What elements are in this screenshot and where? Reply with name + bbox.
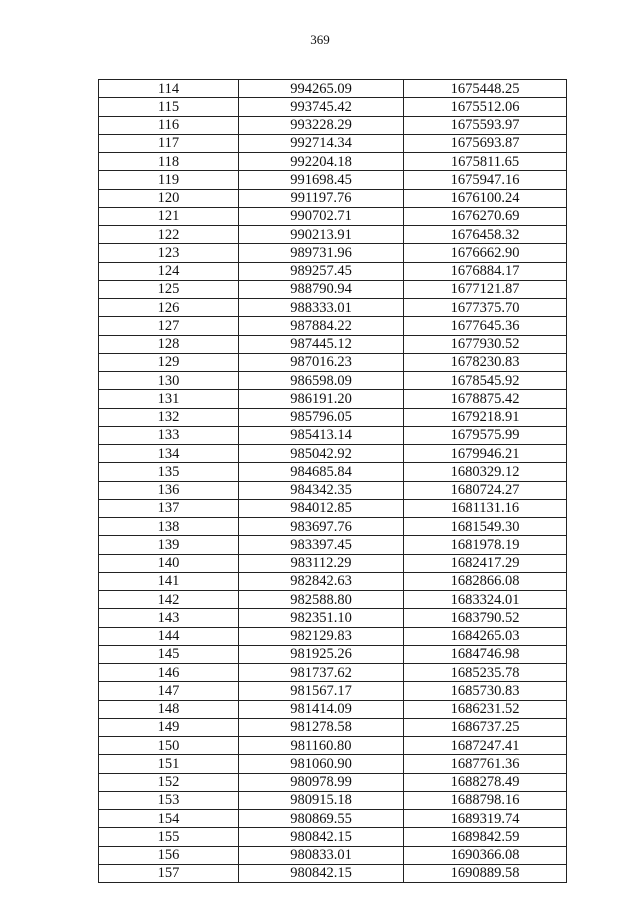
table-row — [99, 810, 567, 828]
point-number-cell: 137 — [99, 499, 239, 517]
point-number-cell: 138 — [99, 518, 239, 536]
x-coordinate-cell: 980869.55 — [239, 810, 404, 828]
x-coordinate-cell: 981925.26 — [239, 645, 404, 663]
point-number-cell: 144 — [99, 627, 239, 645]
point-number-cell: 149 — [99, 718, 239, 736]
table-row — [99, 353, 567, 371]
point-number-cell: 132 — [99, 408, 239, 426]
table-row — [99, 609, 567, 627]
table-row — [99, 627, 567, 645]
y-coordinate-cell: 1676662.90 — [404, 244, 567, 262]
point-number-cell: 139 — [99, 536, 239, 554]
table-row — [99, 390, 567, 408]
point-number-cell: 140 — [99, 554, 239, 572]
x-coordinate-cell: 990702.71 — [239, 207, 404, 225]
table-row — [99, 426, 567, 444]
point-number-cell: 120 — [99, 189, 239, 207]
x-coordinate-cell: 984012.85 — [239, 499, 404, 517]
y-coordinate-cell: 1680724.27 — [404, 481, 567, 499]
y-coordinate-cell: 1676458.32 — [404, 226, 567, 244]
x-coordinate-cell: 986191.20 — [239, 390, 404, 408]
x-coordinate-cell: 989731.96 — [239, 244, 404, 262]
y-coordinate-cell: 1684746.98 — [404, 645, 567, 663]
point-number-cell: 143 — [99, 609, 239, 627]
x-coordinate-cell: 989257.45 — [239, 262, 404, 280]
table-row — [99, 280, 567, 298]
table-row — [99, 171, 567, 189]
y-coordinate-cell: 1675811.65 — [404, 153, 567, 171]
table-row — [99, 700, 567, 718]
table-row — [99, 226, 567, 244]
table-row — [99, 499, 567, 517]
point-number-cell: 130 — [99, 372, 239, 390]
table-row — [99, 846, 567, 864]
x-coordinate-cell: 986598.09 — [239, 372, 404, 390]
x-coordinate-cell: 983697.76 — [239, 518, 404, 536]
table-row — [99, 664, 567, 682]
x-coordinate-cell: 983112.29 — [239, 554, 404, 572]
table-row — [99, 828, 567, 846]
table-row — [99, 445, 567, 463]
point-number-cell: 155 — [99, 828, 239, 846]
table-row — [99, 335, 567, 353]
y-coordinate-cell: 1676884.17 — [404, 262, 567, 280]
point-number-cell: 135 — [99, 463, 239, 481]
point-number-cell: 148 — [99, 700, 239, 718]
point-number-cell: 122 — [99, 226, 239, 244]
y-coordinate-cell: 1675512.06 — [404, 98, 567, 116]
x-coordinate-cell: 981278.58 — [239, 718, 404, 736]
table-row — [99, 864, 567, 882]
table-row — [99, 591, 567, 609]
coordinates-table — [98, 79, 567, 883]
x-coordinate-cell: 982588.80 — [239, 591, 404, 609]
point-number-cell: 115 — [99, 98, 239, 116]
table-row — [99, 317, 567, 335]
x-coordinate-cell: 991698.45 — [239, 171, 404, 189]
x-coordinate-cell: 985796.05 — [239, 408, 404, 426]
table-row — [99, 372, 567, 390]
y-coordinate-cell: 1684265.03 — [404, 627, 567, 645]
point-number-cell: 118 — [99, 153, 239, 171]
y-coordinate-cell: 1689842.59 — [404, 828, 567, 846]
x-coordinate-cell: 992204.18 — [239, 153, 404, 171]
x-coordinate-cell: 981567.17 — [239, 682, 404, 700]
table-row — [99, 98, 567, 116]
y-coordinate-cell: 1681549.30 — [404, 518, 567, 536]
x-coordinate-cell: 993745.42 — [239, 98, 404, 116]
x-coordinate-cell: 985413.14 — [239, 426, 404, 444]
table-row — [99, 262, 567, 280]
x-coordinate-cell: 987884.22 — [239, 317, 404, 335]
table-row — [99, 207, 567, 225]
y-coordinate-cell: 1679218.91 — [404, 408, 567, 426]
x-coordinate-cell: 982129.83 — [239, 627, 404, 645]
y-coordinate-cell: 1675693.87 — [404, 134, 567, 152]
x-coordinate-cell: 980833.01 — [239, 846, 404, 864]
y-coordinate-cell: 1688798.16 — [404, 791, 567, 809]
table-row — [99, 572, 567, 590]
table-row — [99, 116, 567, 134]
y-coordinate-cell: 1675448.25 — [404, 80, 567, 98]
x-coordinate-cell: 988790.94 — [239, 280, 404, 298]
table-row — [99, 153, 567, 171]
x-coordinate-cell: 981737.62 — [239, 664, 404, 682]
table-row — [99, 481, 567, 499]
x-coordinate-cell: 980842.15 — [239, 828, 404, 846]
point-number-cell: 127 — [99, 317, 239, 335]
x-coordinate-cell: 980842.15 — [239, 864, 404, 882]
x-coordinate-cell: 993228.29 — [239, 116, 404, 134]
y-coordinate-cell: 1683790.52 — [404, 609, 567, 627]
x-coordinate-cell: 980978.99 — [239, 773, 404, 791]
x-coordinate-cell: 992714.34 — [239, 134, 404, 152]
y-coordinate-cell: 1678875.42 — [404, 390, 567, 408]
y-coordinate-cell: 1688278.49 — [404, 773, 567, 791]
y-coordinate-cell: 1677645.36 — [404, 317, 567, 335]
point-number-cell: 123 — [99, 244, 239, 262]
y-coordinate-cell: 1679946.21 — [404, 445, 567, 463]
table-row — [99, 518, 567, 536]
y-coordinate-cell: 1682417.29 — [404, 554, 567, 572]
table-row — [99, 463, 567, 481]
table-row — [99, 244, 567, 262]
point-number-cell: 134 — [99, 445, 239, 463]
x-coordinate-cell: 994265.09 — [239, 80, 404, 98]
point-number-cell: 153 — [99, 791, 239, 809]
table-row — [99, 299, 567, 317]
x-coordinate-cell: 981060.90 — [239, 755, 404, 773]
point-number-cell: 151 — [99, 755, 239, 773]
y-coordinate-cell: 1689319.74 — [404, 810, 567, 828]
table-row — [99, 134, 567, 152]
point-number-cell: 133 — [99, 426, 239, 444]
y-coordinate-cell: 1690889.58 — [404, 864, 567, 882]
y-coordinate-cell: 1678230.83 — [404, 353, 567, 371]
x-coordinate-cell: 982842.63 — [239, 572, 404, 590]
x-coordinate-cell: 987445.12 — [239, 335, 404, 353]
x-coordinate-cell: 987016.23 — [239, 353, 404, 371]
x-coordinate-cell: 983397.45 — [239, 536, 404, 554]
point-number-cell: 129 — [99, 353, 239, 371]
table-row — [99, 554, 567, 572]
table-row — [99, 791, 567, 809]
x-coordinate-cell: 981160.80 — [239, 737, 404, 755]
point-number-cell: 142 — [99, 591, 239, 609]
y-coordinate-cell: 1687247.41 — [404, 737, 567, 755]
point-number-cell: 131 — [99, 390, 239, 408]
x-coordinate-cell: 990213.91 — [239, 226, 404, 244]
y-coordinate-cell: 1681978.19 — [404, 536, 567, 554]
table-row — [99, 682, 567, 700]
table-row — [99, 773, 567, 791]
point-number-cell: 119 — [99, 171, 239, 189]
y-coordinate-cell: 1685235.78 — [404, 664, 567, 682]
table-row — [99, 536, 567, 554]
y-coordinate-cell: 1686737.25 — [404, 718, 567, 736]
point-number-cell: 150 — [99, 737, 239, 755]
y-coordinate-cell: 1685730.83 — [404, 682, 567, 700]
y-coordinate-cell: 1677121.87 — [404, 280, 567, 298]
y-coordinate-cell: 1681131.16 — [404, 499, 567, 517]
y-coordinate-cell: 1675593.97 — [404, 116, 567, 134]
point-number-cell: 117 — [99, 134, 239, 152]
y-coordinate-cell: 1678545.92 — [404, 372, 567, 390]
point-number-cell: 157 — [99, 864, 239, 882]
table-row — [99, 80, 567, 98]
point-number-cell: 152 — [99, 773, 239, 791]
point-number-cell: 124 — [99, 262, 239, 280]
point-number-cell: 128 — [99, 335, 239, 353]
point-number-cell: 116 — [99, 116, 239, 134]
x-coordinate-cell: 988333.01 — [239, 299, 404, 317]
y-coordinate-cell: 1687761.36 — [404, 755, 567, 773]
point-number-cell: 125 — [99, 280, 239, 298]
table-row — [99, 408, 567, 426]
table-row — [99, 737, 567, 755]
point-number-cell: 136 — [99, 481, 239, 499]
point-number-cell: 146 — [99, 664, 239, 682]
page-number: 369 — [310, 32, 330, 47]
y-coordinate-cell: 1680329.12 — [404, 463, 567, 481]
x-coordinate-cell: 980915.18 — [239, 791, 404, 809]
table-row — [99, 189, 567, 207]
x-coordinate-cell: 982351.10 — [239, 609, 404, 627]
point-number-cell: 145 — [99, 645, 239, 663]
y-coordinate-cell: 1677930.52 — [404, 335, 567, 353]
table-row — [99, 718, 567, 736]
x-coordinate-cell: 985042.92 — [239, 445, 404, 463]
y-coordinate-cell: 1676270.69 — [404, 207, 567, 225]
y-coordinate-cell: 1676100.24 — [404, 189, 567, 207]
y-coordinate-cell: 1690366.08 — [404, 846, 567, 864]
point-number-cell: 141 — [99, 572, 239, 590]
table-body — [99, 80, 567, 883]
x-coordinate-cell: 991197.76 — [239, 189, 404, 207]
y-coordinate-cell: 1679575.99 — [404, 426, 567, 444]
y-coordinate-cell: 1675947.16 — [404, 171, 567, 189]
point-number-cell: 114 — [99, 80, 239, 98]
y-coordinate-cell: 1683324.01 — [404, 591, 567, 609]
x-coordinate-cell: 984342.35 — [239, 481, 404, 499]
point-number-cell: 126 — [99, 299, 239, 317]
y-coordinate-cell: 1677375.70 — [404, 299, 567, 317]
point-number-cell: 147 — [99, 682, 239, 700]
point-number-cell: 121 — [99, 207, 239, 225]
point-number-cell: 154 — [99, 810, 239, 828]
y-coordinate-cell: 1682866.08 — [404, 572, 567, 590]
y-coordinate-cell: 1686231.52 — [404, 700, 567, 718]
point-number-cell: 156 — [99, 846, 239, 864]
table-row — [99, 755, 567, 773]
table-row — [99, 645, 567, 663]
x-coordinate-cell: 984685.84 — [239, 463, 404, 481]
x-coordinate-cell: 981414.09 — [239, 700, 404, 718]
